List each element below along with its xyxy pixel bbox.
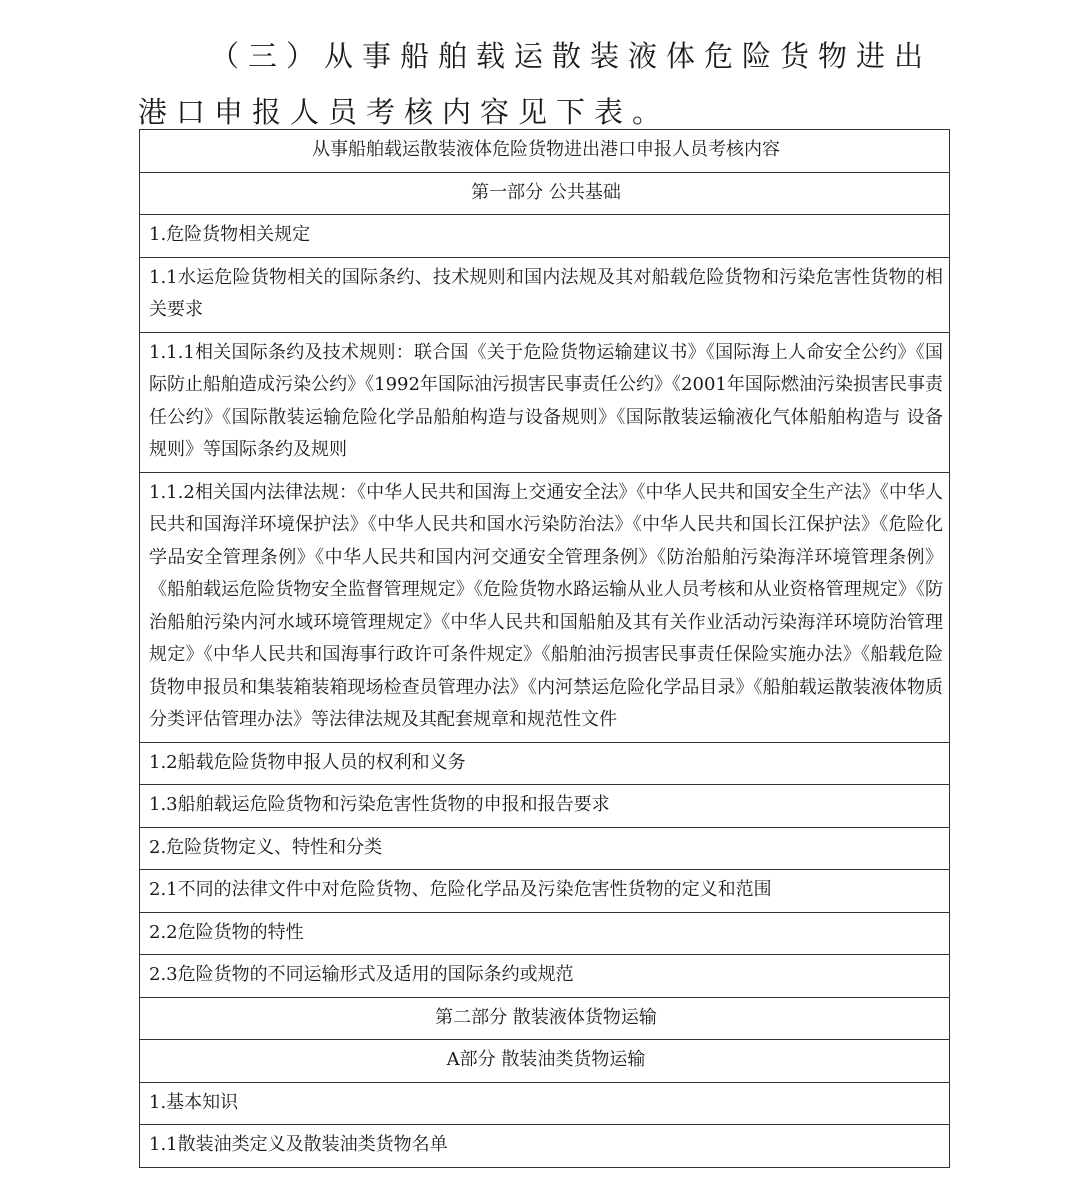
- table-row: [140, 997, 950, 1040]
- table-cell: 1.1.1相关国际条约及技术规则：联合国《关于危险货物运输建议书》《国际海上人命安全公约》《国际防止船舶造成污染公约》《1992年国际油污损害民事责任公约》《2001年国际燃油污染损害民事责任公约》《国际散装运输危险化学品船舶构造与设备规则》《国际散装运输液化气体船舶构造与 设备规则》等国际条约及规则: [140, 332, 950, 472]
- table-row: [140, 870, 950, 913]
- table-row: [140, 172, 950, 215]
- subsection-heading-cell: A部分 散装油类货物运输: [140, 1040, 950, 1083]
- table-cell: 1.危险货物相关规定: [140, 215, 950, 258]
- table-cell: 1.1水运危险货物相关的国际条约、技术规则和国内法规及其对船载危险货物和污染危害性货物的相关要求: [140, 257, 950, 332]
- table-row: [140, 257, 950, 332]
- table-row: [140, 332, 950, 472]
- table-row: [140, 130, 950, 173]
- table-cell: 2.2危险货物的特性: [140, 912, 950, 955]
- table-cell: 2.3危险货物的不同运输形式及适用的国际条约或规范: [140, 955, 950, 998]
- intro-paragraph: （三）从事船舶载运散装液体危险货物进出港口申报人员考核内容见下表。: [138, 39, 933, 129]
- table-cell: 1.基本知识: [140, 1082, 950, 1125]
- table-row: [140, 785, 950, 828]
- table-row: [140, 827, 950, 870]
- table-cell: 1.1散装油类定义及散装油类货物名单: [140, 1125, 950, 1168]
- table-row: [140, 215, 950, 258]
- table-cell: 2.危险货物定义、特性和分类: [140, 827, 950, 870]
- section-heading-cell: 第二部分 散装液体货物运输: [140, 997, 950, 1040]
- table-row: [140, 1040, 950, 1083]
- table-row: [140, 912, 950, 955]
- table-cell: 1.3船舶载运危险货物和污染危害性货物的申报和报告要求: [140, 785, 950, 828]
- table-row: [140, 472, 950, 742]
- table-title-cell: 从事船舶载运散装液体危险货物进出港口申报人员考核内容: [140, 130, 950, 173]
- section-heading-cell: 第一部分 公共基础: [140, 172, 950, 215]
- table-row: [140, 742, 950, 785]
- table-row: [140, 955, 950, 998]
- assessment-content-table: [139, 129, 950, 1168]
- table-cell: 1.2船载危险货物申报人员的权利和义务: [140, 742, 950, 785]
- table-cell: 2.1不同的法律文件中对危险货物、危险化学品及污染危害性货物的定义和范围: [140, 870, 950, 913]
- table-row: [140, 1125, 950, 1168]
- table-cell: 1.1.2相关国内法律法规：《中华人民共和国海上交通安全法》《中华人民共和国安全生产法》《中华人民共和国海洋环境保护法》《中华人民共和国水污染防治法》《中华人民共和国长江保护法》《危险化学品安全管理条例》《中华人民共和国内河交通安全管理条例》《防治船舶污染海洋环境管理条例》《船舶载运危险货物安全监督管理规定》《危险货物水路运输从业人员考核和从业资格管理规定》《防治船舶污染内河水域环境管理规定》《中华人民共和国船舶及其有关作业活动污染海洋环境防治管理规定》《中华人民共和国海事行政许可条件规定》《船舶油污损害民事责任保险实施办法》《船载危险货物申报员和集装箱装箱现场检查员管理办法》《内河禁运危险化学品目录》《船舶载运散装液体物质分类评估管理办法》等法律法规及其配套规章和规范性文件: [140, 472, 950, 742]
- table-row: [140, 1082, 950, 1125]
